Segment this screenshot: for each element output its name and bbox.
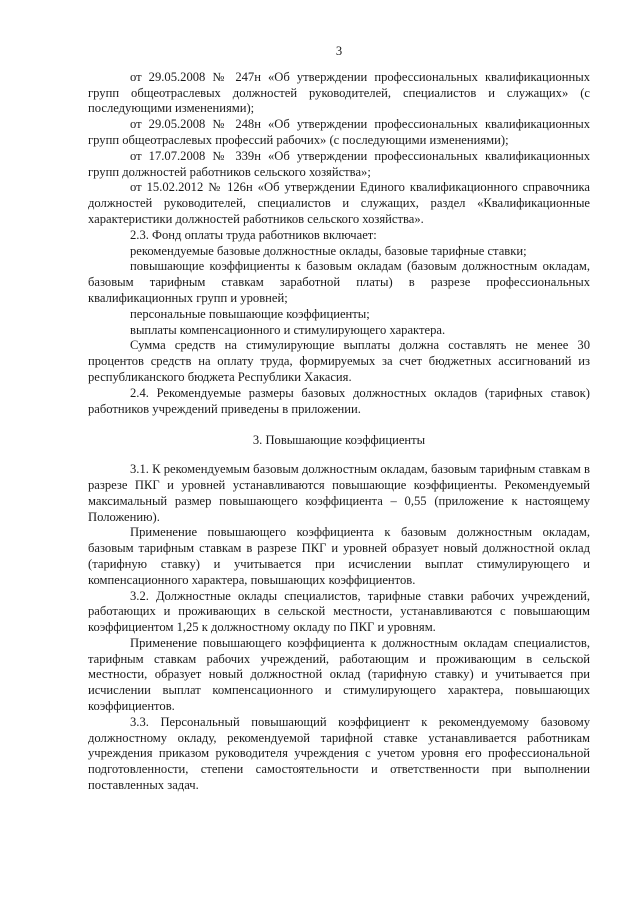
order-247n-paragraph: от 29.05.2008 № 247н «Об утверждении профессиональных квалификационных групп общеотраслевых должностей руководителей, специалистов и служащих» (с последующими изменениями); [88,69,590,116]
rural-coefficient-application-paragraph: Применение повышающего коэффициента к должностным окладам специалистов, тарифным ставкам рабочих учреждений, работающим и проживающим в сельской местности, образует новый должностной оклад (тарифную ставку) и учитывается при исчислении выплат компенсационного и стимулирующего характера, повышающих коэффициентов. [88,635,590,714]
section-heading: 3. Повышающие коэффициенты [252,433,426,448]
page-number: 3 [335,44,343,58]
list-item-personal-coefficients: персональные повышающие коэффициенты; [130,306,370,321]
order-339n-paragraph: от 17.07.2008 № 339н «Об утверждении профессиональных квалификационных групп должностей работников сельского хозяйства»; [88,148,590,179]
coefficient-application-paragraph: Применение повышающего коэффициента к базовым должностным окладам, базовым тарифным ставкам в разрезе ПКГ и уровней образует новый должностной оклад (тарифную ставку) и учитывается при исчислении выплат стимулирующего и компенсационного характера, повышающих коэффициентов. [88,525,590,587]
list-item-base-salaries: рекомендуемые базовые должностные оклады, базовые тарифные ставки; [130,243,527,258]
list-item-increasing-coefficients: повышающие коэффициенты к базовым окладам (базовым должностным окладам, базовым тарифным ставкам заработной платы) в разрезе профессиональных квалификационных групп и уровней; [88,259,590,305]
clause-2-4-paragraph: 2.4. Рекомендуемые размеры базовых должностных окладов (тарифных ставок) работников учреждений приведены в приложении. [88,385,590,416]
order-248n-paragraph: от 29.05.2008 № 248н «Об утверждении профессиональных квалификационных групп общеотраслевых профессий рабочих» (с последующими изменениями); [88,117,590,147]
clause-3-3-paragraph: 3.3. Персональный повышающий коэффициент к рекомендуемому базовому должностному окладу, рекомендуемой тарифной ставке устанавливается работникам учреждения приказом руководителя учреждения с учетом уровня его профессиональной подготовленности, степени самостоятельности и ответственности при выполнении поставленных задач. [88,714,590,793]
incentive-fund-paragraph: Сумма средств на стимулирующие выплаты должна составлять не менее 30 процентов средств на оплату труда, формируемых за счет бюджетных ассигнований из республиканского бюджета Республики Хакасия. [88,338,590,384]
clause-3-2-paragraph: 3.2. Должностные оклады специалистов, тарифные ставки рабочих учреждений, работающих и проживающих в сельской местности, устанавливаются с повышающим коэффициентом 1,25 к должностному окладу по ПКГ и уровням. [88,588,590,635]
order-126n-paragraph: от 15.02.2012 № 126н «Об утверждении Единого квалификационного справочника должностей руководителей, специалистов и служащих, раздел «Квалификационные характеристики должностей работников сельского хозяйства». [88,180,590,226]
clause-3-1-paragraph: 3.1. К рекомендуемым базовым должностным окладам, базовым тарифным ставкам в разрезе ПКГ и уровней устанавливаются повышающие коэффициенты. Рекомендуемый максимальный размер повышающего коэффициента – 0,55 (приложение к настоящему Положению). [88,462,590,524]
list-item-compensation-payments: выплаты компенсационного и стимулирующего характера. [130,322,446,337]
clause-2-3-paragraph: 2.3. Фонд оплаты труда работников включает: [130,227,377,242]
